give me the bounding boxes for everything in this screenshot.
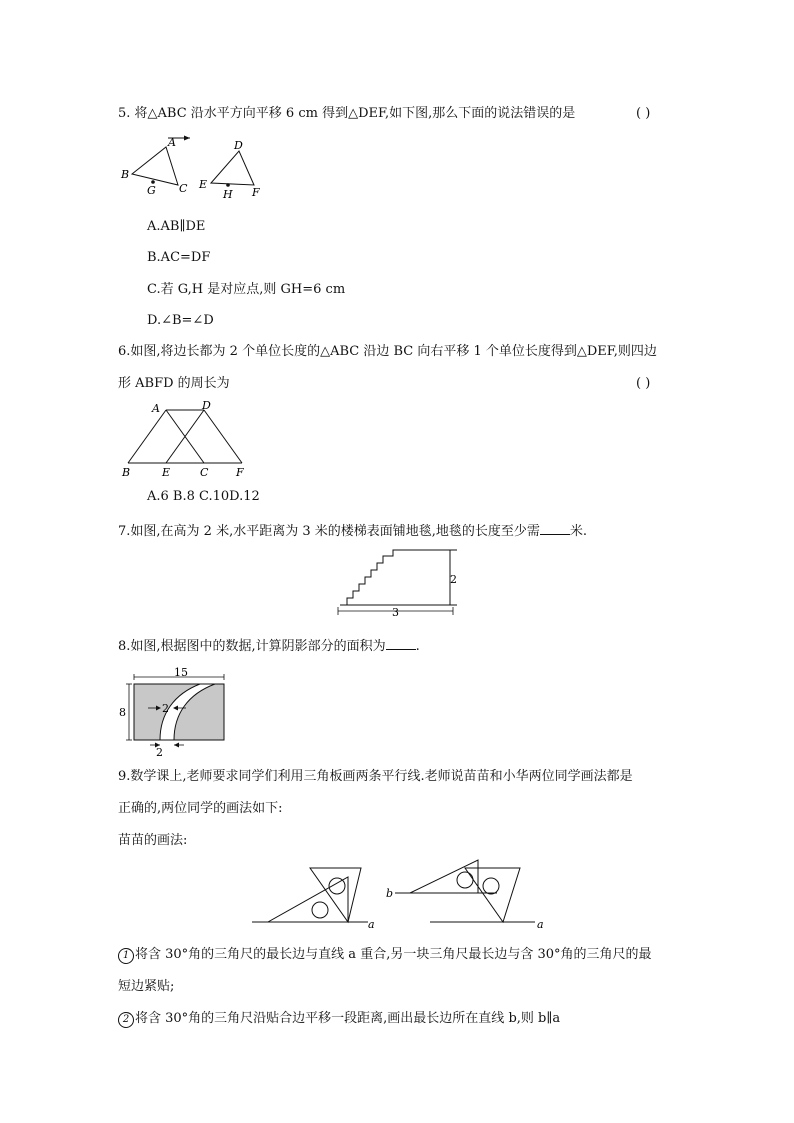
- q7-answer-blank: [540, 522, 570, 535]
- step-1-badge: 1: [118, 948, 134, 964]
- q5-stem: 5. 将△ABC 沿水平方向平移 6 cm 得到△DEF,如下图,那么下面的说法错误的是: [118, 106, 576, 121]
- q9-stem-line1: 9.数学课上,老师要求同学们利用三角板画两条平行线.老师说苗苗和小华两位同学画法都是: [118, 769, 633, 784]
- q8-suffix: .: [415, 639, 420, 654]
- q8-width-label: 15: [174, 666, 188, 679]
- q6-figure: [118, 400, 258, 482]
- q7-suffix: 米.: [569, 524, 588, 539]
- q9-method-title: 苗苗的画法:: [118, 833, 188, 848]
- q6-label-E: E: [162, 466, 171, 479]
- q5-label-B: B: [121, 168, 130, 181]
- q9-step2-text: 将含 30°角的三角尺沿贴合边平移一段距离,画出最长边所在直线 b,则 b∥a: [135, 1011, 561, 1026]
- q5-option-a: A.AB∥DE: [147, 219, 206, 234]
- q7-stem-row: [118, 522, 587, 538]
- q5-option-d: D.∠B=∠D: [147, 313, 214, 328]
- q6-label-C: C: [200, 466, 209, 479]
- q8-path-width-label-bottom: 2: [156, 746, 163, 759]
- q6-stem-line1: 6.如图,将边长都为 2 个单位长度的△ABC 沿边 BC 向右平移 1 个单位长度得到△DEF,则四边: [118, 344, 657, 359]
- q5-label-F: F: [252, 186, 260, 199]
- q5-label-D: D: [234, 139, 243, 152]
- q8-figure: [118, 666, 233, 759]
- q8-answer-blank: [386, 637, 416, 650]
- q9-left-line-a: a: [368, 918, 375, 931]
- q7-stair-figure: [335, 545, 465, 625]
- q8-stem-row: [118, 637, 420, 653]
- q5-option-b: B.AC=DF: [147, 250, 211, 265]
- q9-step1-line1: [118, 948, 652, 964]
- q5-label-A: A: [168, 136, 176, 149]
- q9-step1-line2: 短边紧贴;: [118, 979, 175, 994]
- q9-method-figure-right: [385, 858, 545, 936]
- q6-stem-line2: 形 ABFD 的周长为: [118, 376, 230, 391]
- q5-label-E: E: [199, 178, 208, 191]
- q7-height-label: 2: [450, 573, 457, 586]
- q7-width-label: 3: [392, 606, 399, 619]
- q7-stem: 7.如图,在高为 2 米,水平距离为 3 米的楼梯表面铺地毯,地毯的长度至少需: [118, 524, 540, 539]
- q5-label-G: G: [147, 184, 156, 197]
- q6-paren: ( ): [636, 376, 651, 391]
- q6-label-F: F: [236, 466, 244, 479]
- q5-paren: ( ): [636, 106, 651, 121]
- step-2-badge: 2: [118, 1012, 134, 1028]
- q8-path-width-label-top: 2: [162, 702, 169, 715]
- q6-options: A.6 B.8 C.10D.12: [147, 489, 260, 504]
- q9-method-figure-left: [250, 858, 380, 936]
- q6-label-A: A: [152, 402, 160, 415]
- q5-figure: [118, 132, 268, 202]
- q9-step2-line1: [118, 1012, 560, 1028]
- q6-label-D: D: [202, 399, 211, 412]
- q8-stem: 8.如图,根据图中的数据,计算阴影部分的面积为: [118, 639, 386, 654]
- q9-right-line-a: a: [537, 918, 544, 931]
- q5-label-H: H: [223, 188, 233, 201]
- q8-height-label: 8: [119, 706, 126, 719]
- q9-stem-line2: 正确的,两位同学的画法如下:: [118, 801, 283, 816]
- q6-label-B: B: [122, 466, 131, 479]
- q5-option-c: C.若 G,H 是对应点,则 GH=6 cm: [147, 282, 346, 297]
- q5-label-C: C: [179, 182, 188, 195]
- q9-right-line-b: b: [386, 887, 394, 900]
- q9-step1-text: 将含 30°角的三角尺的最长边与直线 a 重合,另一块三角尺最长边与含 30°角的三角尺的最: [135, 947, 652, 962]
